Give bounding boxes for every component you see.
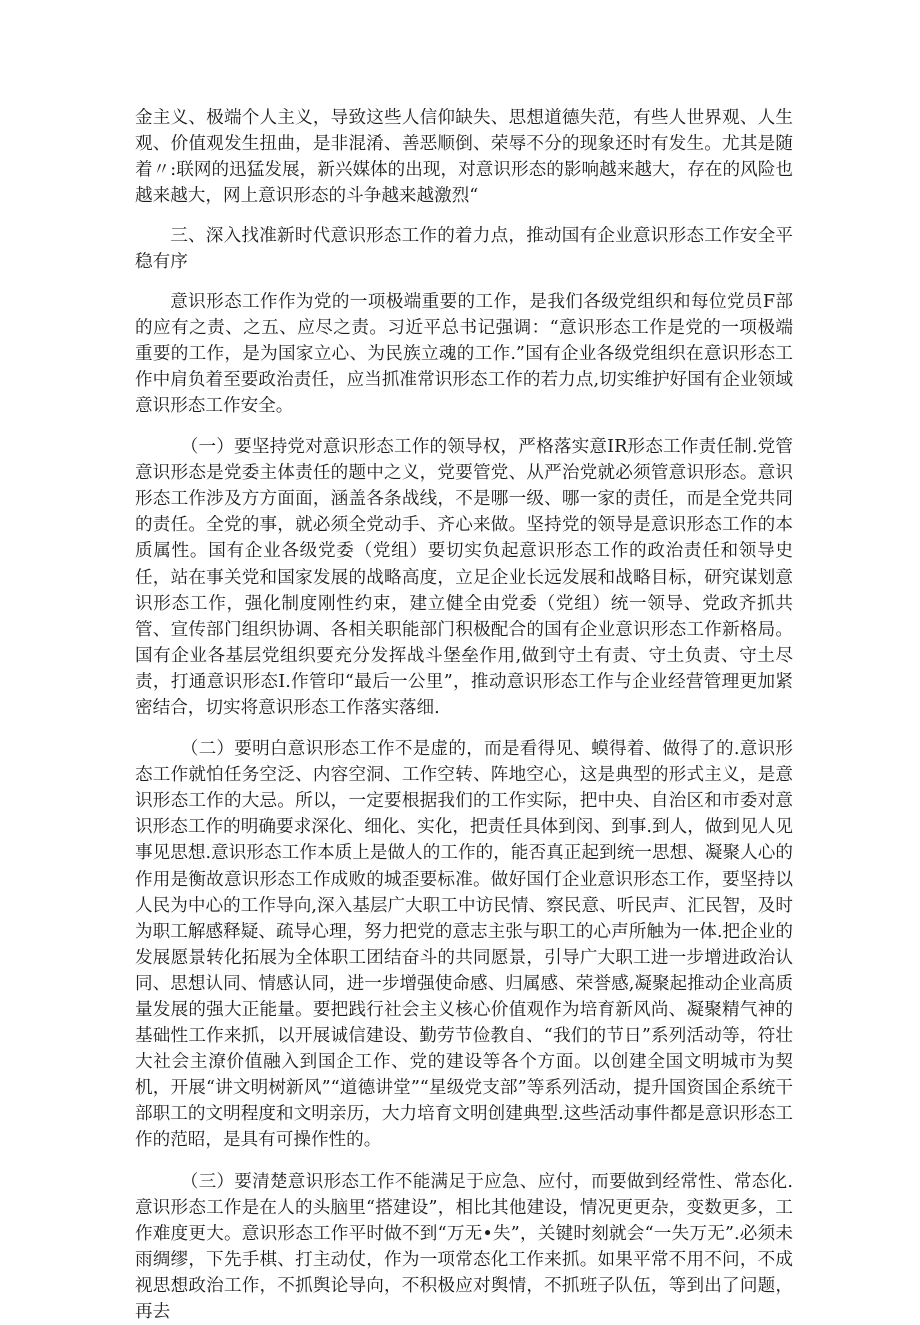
paragraph-point-2: （二）要明白意识形态工作不是虚的，而是看得见、蟆得着、做得了的.意识形态工作就怕任务空泛、内容空洞、工作空转、阵地空心，这是典型的形式主义，是意识形态工作的大忌。所以，一定要根据我们的工作实际，把中央、自治区和市委对意识形态工作的明确要求深化、细化、实化，把责任具体到闵、到事.到人，做到见人见事见思想.意识形态工作本质上是做人的工作的，能否真正起到统一思想、凝聚人心的作用是衡故意识形态工作成败的城歪要标准。做好国仃企业意识形态工作，要坚持以人民为中心的工作导向,深入基层广大职工中访民情、察民意、听民声、汇民智，及时为职工解感释疑、疏导心理，努力把党的意志主张与职工的心声所触为一体.把企业的发展愿景转化拓展为全体职工团结奋斗的共同愿景，引导广大职工进一步增进政治认同、思想认同、情感认同，进一步增强使命感、归属感、荣誉感,凝聚起推动企业高质量发展的强大正能量。要把践行社会主义核心价值观作为培育新风尚、凝聚精气神的基础性工作来抓，以开展诚信建设、勤劳节俭教自、“我们的节日”系列活动等，符壮大社会主潦价值融入到国企工作、党的建设等各个方面。以创建全国文明城市为契机，开展“讲文明树新风”“道德讲堂”“星级党支部”等系列活动，提升国资国企系统干部职工的文明程度和文明亲历，大力培育文明创建典型.这些活动事件都是意识形态工作的范昭，是具有可操作性的。 <box>135 739 793 1151</box>
paragraph-point-3: （三）要清楚意识形态工作不能满足于应急、应付，而要做到经常性、常态化.意识形态工作是在人的头脑里“搭建设”，相比其他建设，情况更更杂，变数更多，工作难度更大。意识形态工作平时做不到“万无•失”，关键时刻就会“一失万无”.必须未雨绸缪，下先手棋、打主动仗，作为一项常态化工作来抓。如果平常不用不问，不成视思想政治工作，不抓舆论导向，不积极应对舆情，不抓班子队伍，等到出了问题，再去 <box>135 1171 793 1323</box>
paragraph-intro: 意识形态工作作为党的一项极端重要的工作，是我们各级党组织和每位党员F部的应有之责、之五、应尽之责。习近平总书记强调：“意识形态工作是党的一项极端重要的工作，是为国家立心、为民族立魂的工作.”国有企业各级党组织在意识形态工作中肩负着至要政治责任，应当抓准常识形态工作的若力点,切实维护好国有企业领域意识形态工作安全。 <box>135 291 793 416</box>
paragraph-point-1: （一）要坚持党对意识形态工作的领导权，严格落实意IR形态工作责任制.党管意识形态是党委主体责任的题中之义，党要管党、从严治党就必须管意识形态。意识形态工作涉及方方面面，涵盖各条战线，不是哪一级、哪一家的责任，而是全党共同的责任。全党的事，就必须全党动手、齐心来做。坚持党的领导是意识形态工作的本质属性。国有企业各级党委（党组）要切实负起意识形态工作的政治责任和领导史任，站在事关党和国家发展的战略高度，立足企业长远发展和战略目标，研究谋划意识形态工作，强化制度刚性约束，建立健全由党委（党组）统一领导、党政齐抓共管、宣传部门组织协调、各相关职能部门积极配合的国有企业意识形态工作新格局。国有企业各基层党组织要充分发挥战斗堡垒作用,做到守土有责、守土负责、守土尽责，打通意识形态I.作管印“最后一公里”，推动意识形态工作与企业经营管理更加紧密结合，切实将意识形态工作落实落细. <box>135 437 793 718</box>
document-page <box>135 105 793 1325</box>
section-heading-3: 三、深入找准新时代意识形态工作的着力点，推动国有企业意识形态工作安全平稳有序 <box>135 226 793 273</box>
paragraph-continuation: 金主义、极端个人主义，导致这些人信仰缺失、思想道德失范，有些人世界观、人生观、价值观发生扭曲，是非混淆、善恶顺倒、荣辱不分的现象还时有发生。尤其是随着〃:联网的迅猛发展，新兴媒体的出现，对意识形态的影响越来越大，存在的风险也越来越大，网上意识形态的斗争越来越激烈“ <box>135 108 793 207</box>
